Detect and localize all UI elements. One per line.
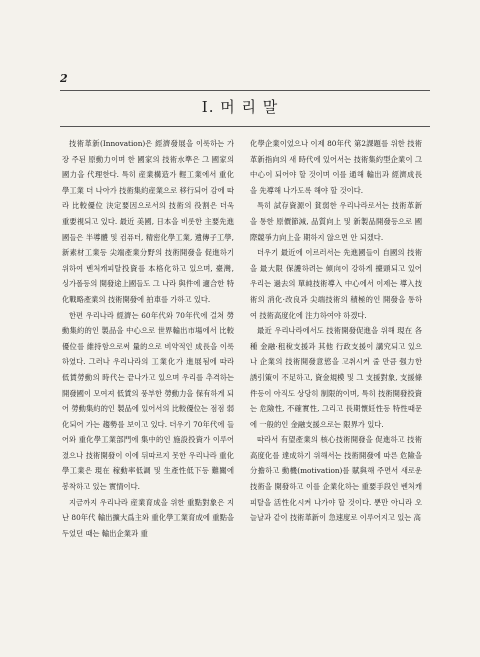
paragraph: 한편 우리나라 經濟는 60年代와 70年代에 걸쳐 勞動集約的인 製品을 中心으로 世界輸出市場에서 比較優位를 維持함으로써 量的으로 비약적인 成長을 이룩하였다. 그러나 우리나라의 工業化가 進展됨에 따라 低賃勞動의 時代는 끝나가고 있으며 우리를 추격하는 開發國이 모여져 低賃의 풍부한 勞動力을 保有하게 되어 勞動集約的인 製品에 있어서의 比較優位는 점점 弱化되어 가는 趨勢를 보이고 있다. 더우기 70年代에 들어와 重化學工業部門에 集中的인 施設投資가 이루어졌으나 技術開發이 이에 뒤따르지 못한 우리나라 重化學工業은 現在 稼動率低調 및 生產性低下등 難關에 봉착하고 있는 實情이다.: [62, 310, 234, 492]
paragraph: 化學企業이었으나 이제 80年代 第2課題를 위한 技術革新指向의 새 時代에 있어서는 技術集約型企業이 그 中心이 되어야 할 것이며 이를 通해 輸出과 經濟成長을 先導해 나가도록 해야 할 것이다.: [250, 139, 422, 195]
left-column: [62, 136, 234, 541]
top-rule: [60, 90, 430, 91]
paragraph: 지금까지 우리나라 産業育成을 위한 重點對象은 지난 80年代 輸出擴大爲主와 重化學工業育成에 重點을 두었던 때는 輸出企業과 重: [62, 497, 234, 538]
paragraph: 技術革新(Innovation)은 經濟發展을 이룩하는 가장 주된 原動力이며 한 國家의 技術水準은 그 國家의 國力을 代理한다. 특히 産業構造가 輕工業에서 重化學工業 더 나아가 技術集約産業으로 移行되어 감에 따라 比較優位 決定要因으로서의 技術의 役割은 더욱 重要視되고 있다. 最近 美國, 日本을 비롯한 主要先進國들은 半導體 및 컴퓨터, 精密化學工業, 遺傳子工學, 新素材工業등 尖端產業分野의 技術開發을 促進하기 위하여 벤처캐피탈投資를 本格化하고 있으며, 臺灣, 싱가폴등의 開發途上國들도 그 나라 與件에 適合한 特化戰略產業의 技術開發에 拍車를 가하고 있다.: [62, 139, 234, 304]
paragraph: 특히 試存資源이 貧弱한 우리나라로서는 技術革新을 통한 原價節減, 品質向上 및 新製品開發등으로 國際競爭力向上을 期하지 않으면 안 되겠다.: [250, 201, 422, 242]
right-column: [250, 136, 422, 526]
chapter-title: Ⅰ. 머 리 말: [201, 98, 279, 116]
page-number: 2: [60, 72, 68, 85]
paragraph: 따라서 有望產業의 核心技術開發을 促進하고 技術高度化를 達成하기 위해서는 技術開發에 따른 危險을 分擔하고 動機(motivation)를 賦與해 주면서 새로운 技術을 開發하고 이를 企業化하는 重要手段인 벤처캐피탈을 活性化시켜 나가야 할 것이다. 뿐만 아니라 오늘날과 같이 技術革新이 急速度로 이루어지고 있는 高: [250, 435, 422, 523]
title-rule: [60, 126, 430, 127]
paragraph: 더우기 最近에 이르러서는 先進國들이 自國의 技術을 最大限 保護하려는 傾向이 강하게 擡頭되고 있어 우리는 過去의 單純技術導入 中心에서 이제는 導入技術의 消化·改良과 尖端技術의 積極的인 開發을 통하여 技術高度化에 注力하여야 하겠다.: [250, 248, 422, 320]
paragraph: 最近 우리나라에서도 技術開發促進을 위해 現在 各種 金融·租稅支援과 其他 行政支援이 講究되고 있으나 企業의 技術開發意慾을 고취시켜 줄 만큼 强力한 誘引策이 不足하고, 資金規模 및 그 支援對象, 支援條件등이 아직도 상당히 制限的이며, 특히 技術開發投資는 危險性, 不確實性, 그리고 長期懷妊性등 特性때문에 一般的인 金融支援으로는 限界가 있다.: [250, 326, 422, 429]
